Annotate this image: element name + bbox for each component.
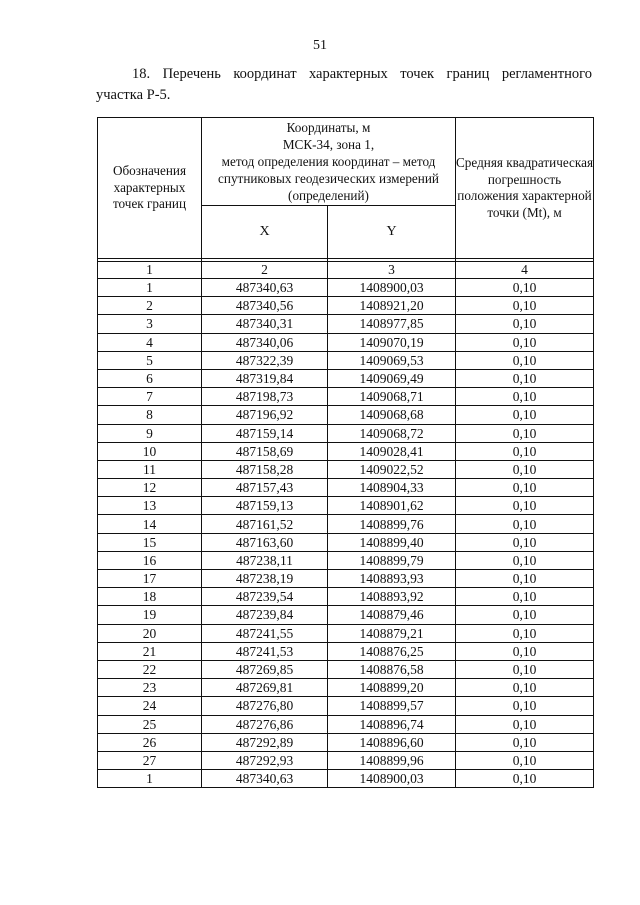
table-row <box>98 697 594 715</box>
column-number: 1 <box>98 262 202 279</box>
cell-point: 22 <box>98 660 202 678</box>
table-row <box>98 497 594 515</box>
cell-mt: 0,10 <box>456 406 594 424</box>
cell-y: 1408899,57 <box>328 697 456 715</box>
cell-point: 1 <box>98 279 202 297</box>
cell-point: 18 <box>98 588 202 606</box>
cell-y: 1408876,58 <box>328 660 456 678</box>
cell-mt: 0,10 <box>456 751 594 769</box>
cell-x: 487238,11 <box>202 551 328 569</box>
header-point-designation: Обозначения характерных точек границ <box>98 118 202 259</box>
cell-x: 487340,63 <box>202 279 328 297</box>
cell-y: 1408977,85 <box>328 315 456 333</box>
cell-mt: 0,10 <box>456 642 594 660</box>
cell-point: 1 <box>98 770 202 788</box>
cell-mt: 0,10 <box>456 279 594 297</box>
cell-mt: 0,10 <box>456 533 594 551</box>
cell-mt: 0,10 <box>456 697 594 715</box>
cell-x: 487158,69 <box>202 442 328 460</box>
table-row <box>98 351 594 369</box>
cell-mt: 0,10 <box>456 479 594 497</box>
cell-mt: 0,10 <box>456 333 594 351</box>
coords-header-line: МСК-34, зона 1, <box>282 137 375 152</box>
cell-y: 1409068,68 <box>328 406 456 424</box>
cell-point: 25 <box>98 715 202 733</box>
header-y: Y <box>328 206 456 259</box>
cell-mt: 0,10 <box>456 351 594 369</box>
cell-point: 26 <box>98 733 202 751</box>
heading-line-2: участка Р-5. <box>96 87 171 103</box>
heading-line-1: 18. Перечень координат характерных точек границ регламентного <box>132 66 592 82</box>
table-row <box>98 479 594 497</box>
cell-point: 8 <box>98 406 202 424</box>
cell-point: 15 <box>98 533 202 551</box>
cell-point: 13 <box>98 497 202 515</box>
table-row <box>98 570 594 588</box>
cell-mt: 0,10 <box>456 424 594 442</box>
cell-point: 6 <box>98 369 202 387</box>
cell-point: 16 <box>98 551 202 569</box>
cell-point: 4 <box>98 333 202 351</box>
cell-point: 7 <box>98 388 202 406</box>
cell-mt: 0,10 <box>456 733 594 751</box>
cell-y: 1409069,53 <box>328 351 456 369</box>
table-row <box>98 460 594 478</box>
cell-x: 487322,39 <box>202 351 328 369</box>
table-row <box>98 333 594 351</box>
cell-x: 487239,84 <box>202 606 328 624</box>
table-row <box>98 551 594 569</box>
table-row <box>98 297 594 315</box>
cell-point: 11 <box>98 460 202 478</box>
column-number: 4 <box>456 262 594 279</box>
column-number: 2 <box>202 262 328 279</box>
cell-x: 487198,73 <box>202 388 328 406</box>
cell-y: 1408899,40 <box>328 533 456 551</box>
cell-x: 487319,84 <box>202 369 328 387</box>
coords-header-line: Координаты, м <box>286 120 371 135</box>
cell-point: 5 <box>98 351 202 369</box>
cell-mt: 0,10 <box>456 497 594 515</box>
cell-mt: 0,10 <box>456 679 594 697</box>
cell-point: 3 <box>98 315 202 333</box>
cell-y: 1408896,74 <box>328 715 456 733</box>
cell-y: 1409028,41 <box>328 442 456 460</box>
cell-y: 1408899,20 <box>328 679 456 697</box>
cell-x: 487292,89 <box>202 733 328 751</box>
table-row <box>98 424 594 442</box>
cell-x: 487241,55 <box>202 624 328 642</box>
table-row <box>98 369 594 387</box>
cell-x: 487276,86 <box>202 715 328 733</box>
table-row <box>98 770 594 788</box>
cell-x: 487340,56 <box>202 297 328 315</box>
cell-x: 487159,13 <box>202 497 328 515</box>
cell-y: 1408879,21 <box>328 624 456 642</box>
table-row <box>98 442 594 460</box>
cell-y: 1409068,71 <box>328 388 456 406</box>
cell-y: 1408900,03 <box>328 279 456 297</box>
cell-y: 1408893,93 <box>328 570 456 588</box>
cell-y: 1408904,33 <box>328 479 456 497</box>
cell-point: 14 <box>98 515 202 533</box>
table-row <box>98 679 594 697</box>
table-row <box>98 606 594 624</box>
cell-point: 23 <box>98 679 202 697</box>
header-mean-square-error: Средняя квадратическая погрешность положения характерной точки (Mt), м <box>456 118 594 259</box>
cell-mt: 0,10 <box>456 588 594 606</box>
coordinates-table <box>97 117 594 788</box>
cell-point: 24 <box>98 697 202 715</box>
cell-x: 487269,85 <box>202 660 328 678</box>
cell-mt: 0,10 <box>456 551 594 569</box>
cell-y: 1409069,49 <box>328 369 456 387</box>
table-row <box>98 388 594 406</box>
cell-y: 1408879,46 <box>328 606 456 624</box>
cell-y: 1408876,25 <box>328 642 456 660</box>
cell-mt: 0,10 <box>456 388 594 406</box>
cell-x: 487157,43 <box>202 479 328 497</box>
table-row <box>98 642 594 660</box>
cell-y: 1408899,96 <box>328 751 456 769</box>
cell-y: 1409022,52 <box>328 460 456 478</box>
cell-mt: 0,10 <box>456 660 594 678</box>
table-row <box>98 715 594 733</box>
cell-point: 12 <box>98 479 202 497</box>
cell-mt: 0,10 <box>456 515 594 533</box>
cell-mt: 0,10 <box>456 297 594 315</box>
table-row <box>98 624 594 642</box>
cell-y: 1408899,76 <box>328 515 456 533</box>
cell-mt: 0,10 <box>456 715 594 733</box>
table-row <box>98 533 594 551</box>
table-row <box>98 751 594 769</box>
cell-x: 487241,53 <box>202 642 328 660</box>
cell-y: 1408899,79 <box>328 551 456 569</box>
cell-x: 487276,80 <box>202 697 328 715</box>
cell-x: 487196,92 <box>202 406 328 424</box>
cell-mt: 0,10 <box>456 369 594 387</box>
cell-point: 17 <box>98 570 202 588</box>
cell-point: 27 <box>98 751 202 769</box>
cell-mt: 0,10 <box>456 606 594 624</box>
cell-x: 487159,14 <box>202 424 328 442</box>
cell-x: 487340,63 <box>202 770 328 788</box>
cell-mt: 0,10 <box>456 315 594 333</box>
cell-point: 20 <box>98 624 202 642</box>
table-row <box>98 406 594 424</box>
cell-mt: 0,10 <box>456 442 594 460</box>
cell-x: 487292,93 <box>202 751 328 769</box>
cell-y: 1409070,19 <box>328 333 456 351</box>
cell-x: 487269,81 <box>202 679 328 697</box>
column-number-row <box>98 262 594 279</box>
coords-header-line: спутниковых геодезических измерений <box>218 171 439 186</box>
cell-x: 487158,28 <box>202 460 328 478</box>
cell-point: 2 <box>98 297 202 315</box>
table-row <box>98 515 594 533</box>
cell-x: 487239,54 <box>202 588 328 606</box>
cell-point: 10 <box>98 442 202 460</box>
table-row <box>98 315 594 333</box>
header-x: X <box>202 206 328 259</box>
column-number: 3 <box>328 262 456 279</box>
coords-header-line: метод определения координат – метод <box>221 154 436 169</box>
cell-y: 1408893,92 <box>328 588 456 606</box>
cell-x: 487340,31 <box>202 315 328 333</box>
cell-mt: 0,10 <box>456 770 594 788</box>
table-row <box>98 588 594 606</box>
cell-x: 487238,19 <box>202 570 328 588</box>
cell-x: 487161,52 <box>202 515 328 533</box>
cell-mt: 0,10 <box>456 624 594 642</box>
cell-y: 1409068,72 <box>328 424 456 442</box>
cell-x: 487340,06 <box>202 333 328 351</box>
cell-point: 19 <box>98 606 202 624</box>
table-row <box>98 660 594 678</box>
table-row <box>98 733 594 751</box>
cell-mt: 0,10 <box>456 570 594 588</box>
cell-mt: 0,10 <box>456 460 594 478</box>
cell-x: 487163,60 <box>202 533 328 551</box>
cell-point: 9 <box>98 424 202 442</box>
cell-y: 1408921,20 <box>328 297 456 315</box>
cell-point: 21 <box>98 642 202 660</box>
coords-header-line: (определений) <box>288 188 369 203</box>
table-row <box>98 279 594 297</box>
cell-y: 1408901,62 <box>328 497 456 515</box>
header-coordinates <box>202 118 456 206</box>
page-number: 51 <box>313 38 327 53</box>
cell-y: 1408900,03 <box>328 770 456 788</box>
cell-y: 1408896,60 <box>328 733 456 751</box>
section-heading <box>96 64 592 106</box>
